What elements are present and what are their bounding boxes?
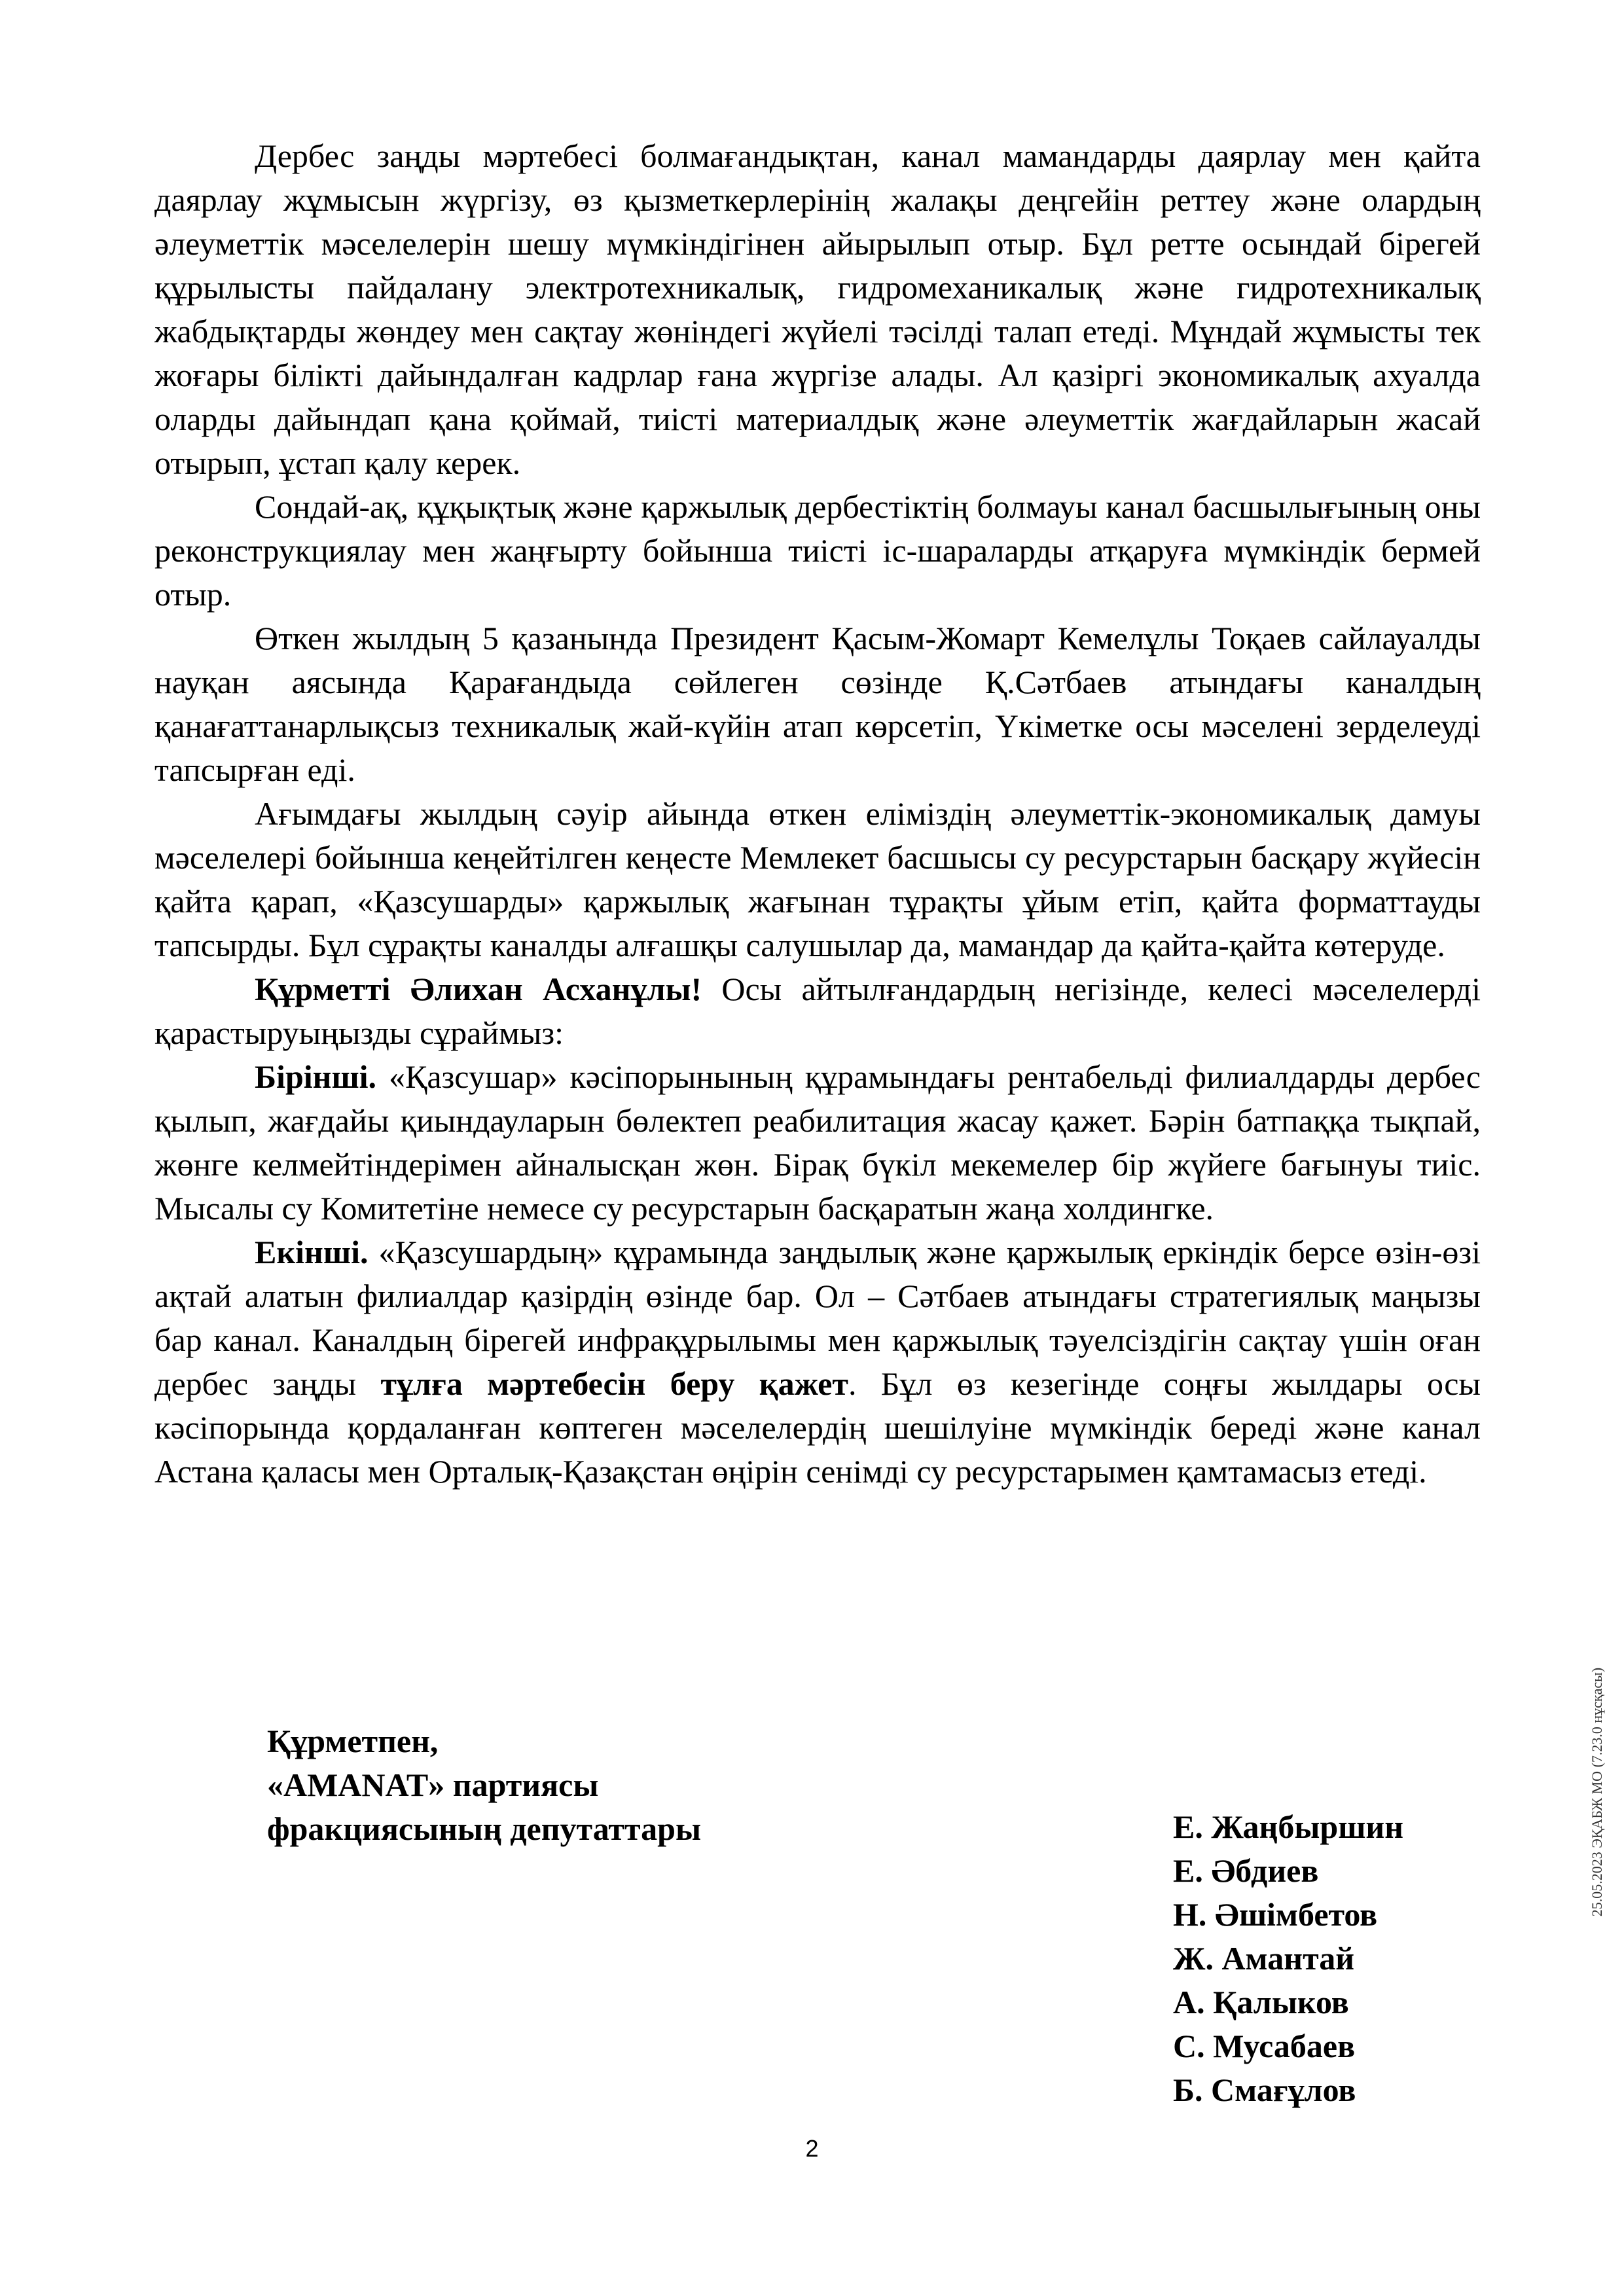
second-point-label: Екінші. <box>255 1234 369 1270</box>
paragraph-6-text: «Қазсушар» кәсіпорынының құрамындағы рентабельді филиалдарды дербес қылып, жағдайы қиындауларын бөлектеп реабилитация жасау қажет. Бәрін батпаққа тықпай, жөнге келмейтіндерімен айналысқан жөн. Бірақ бүкіл мекемелер бір жүйеге бағынуы тиіс. Мысалы су Комитетіне немесе су ресурстарын басқаратын жаңа холдингке. <box>154 1058 1481 1227</box>
paragraph-7-end: . Бұл өз кезегінде соңғы жылдары осы кәсіпорында қордаланған көптеген мәселелердің шешілуіне мүмкіндік береді және канал Астана қаласы мен Орталық-Қазақстан өңірін сенімді су ресурстарымен қамтамасыз етеді. <box>154 1365 1481 1490</box>
paragraph-4 <box>154 792 1481 967</box>
emphasis-legal-status: тұлға мәртебесін беру қажет <box>380 1365 848 1402</box>
paragraph-5-text: Осы айтылғандардың негізінде, келесі мәселелерді қарастыруыңызды сұраймыз: <box>154 971 1481 1051</box>
closing-line-1: Құрметпен, <box>267 1723 439 1759</box>
paragraph-1 <box>154 134 1481 485</box>
paragraph-6 <box>154 1055 1481 1230</box>
signatories-list <box>1173 1805 1403 2112</box>
paragraph-2-text: Сондай-ақ, құқықтық және қаржылық дербестіктің болмауы канал басшылығының оны реконструкциялау мен жаңғырту бойынша тиісті іс-шараларды атқаруға мүмкіндік бермей отыр. <box>154 488 1481 613</box>
letter-body <box>154 134 1481 1494</box>
side-stamp-text: 25.05.2023 ЭҚАБЖ МО (7.23.0 нұсқасы) <box>1589 1667 1605 1917</box>
page-number: 2 <box>805 2135 819 2162</box>
closing-line-3: фракциясының депутаттары <box>267 1810 702 1847</box>
signatory: Б. Смағұлов <box>1173 2072 1356 2108</box>
paragraph-1-text: Дербес заңды мәртебесі болмағандықтан, канал мамандарды даярлау мен қайта даярлау жұмысын жүргізу, өз қызметкерлерінің жалақы деңгейін реттеу және олардың әлеуметтік мәселелерін шешу мүмкіндігінен айырылып отыр. Бұл ретте осындай бірегей құрылысты пайдалану электротехникалық, гидромеханикалық және гидротехникалық жабдықтарды жөндеу мен сақтау жөніндегі жүйелі тәсілді талап етеді. Мұндай жұмысты тек жоғары білікті дайындалған кадрлар ғана жүргізе алады. Ал қазіргі экономикалық ахуалда оларды дайындап қана қоймай, тиісті материалдық және әлеуметтік жағдайларын жасай отырып, ұстап қалу керек. <box>154 137 1481 481</box>
signatory: Ж. Амантай <box>1173 1940 1355 1977</box>
signatory: Е. Әбдиев <box>1173 1852 1319 1889</box>
signatory: Н. Әшімбетов <box>1173 1896 1378 1933</box>
salutation: Құрметті Әлихан Асханұлы! <box>255 971 702 1007</box>
paragraph-7 <box>154 1230 1481 1494</box>
signatory: С. Мусабаев <box>1173 2028 1356 2064</box>
paragraph-2 <box>154 485 1481 617</box>
paragraph-7-text: «Қазсушардың» құрамында заңдылық және қаржылық еркіндік берсе өзін-өзі ақтай алатын филиалдар қазірдің өзінде бар. Ол – Сәтбаев атындағы стратегиялық маңызы бар канал. Каналдың бірегей инфрақұрылымы мен қаржылық тәуелсіздігін сақтау үшін оған дербес заңды <box>154 1234 1481 1402</box>
signatory: Е. Жаңбыршин <box>1173 1808 1404 1845</box>
paragraph-5 <box>154 967 1481 1055</box>
signatory: А. Қалыков <box>1173 1984 1349 2020</box>
first-point-label: Бірінші. <box>255 1058 377 1095</box>
closing-line-2: «AMANAT» партиясы <box>267 1767 599 1803</box>
paragraph-3 <box>154 617 1481 792</box>
side-stamp <box>1584 1615 1610 1969</box>
paragraph-3-text: Өткен жылдың 5 қазанында Президент Қасым-Жомарт Кемелұлы Тоқаев сайлауалды науқан аясында Қарағандыда сөйлеген сөзінде Қ.Сәтбаев атындағы каналдың қанағаттанарлықсыз техникалық жай-күйін атап көрсетіп, Үкіметке осы мәселені зерделеуді тапсырған еді. <box>154 620 1481 788</box>
paragraph-4-text: Ағымдағы жылдың сәуір айында өткен еліміздің әлеуметтік-экономикалық дамуы мәселелері бойынша кеңейтілген кеңесте Мемлекет басшысы су ресурстарын басқару жүйесін қайта қарап, «Қазсушарды» қаржылық жағынан тұрақты ұйым етіп, қайта форматтауды тапсырды. Бұл сұрақты каналды алғашқы салушылар да, мамандар да қайта-қайта көтеруде. <box>154 795 1481 963</box>
closing-block <box>267 1719 701 1851</box>
